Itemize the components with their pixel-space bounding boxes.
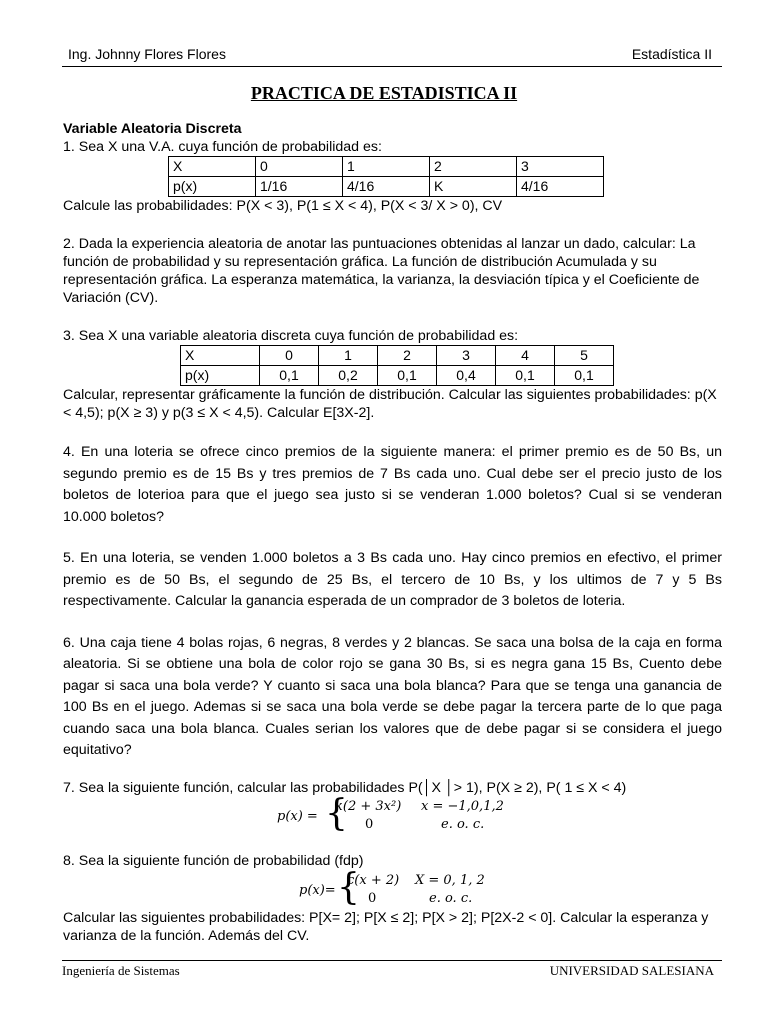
footer-department: Ingeniería de Sistemas [62, 963, 180, 978]
table-cell: 5 [555, 346, 614, 366]
q7-case2-cond: e. o. c. [441, 817, 485, 832]
q7-text: 7. Sea la siguiente función, calcular las probabilidades P(│X │> 1), P(X ≥ 2), P( 1 ≤ X < 4) [63, 779, 627, 796]
table-cell: 4/16 [517, 177, 604, 197]
q7-case1-expr: k(2 + 3x²) [335, 799, 402, 814]
question-7 [63, 778, 722, 836]
page-footer [62, 960, 722, 978]
table-row [181, 366, 614, 386]
table-cell: 0,1 [496, 366, 555, 386]
table-cell: 3 [517, 157, 604, 177]
q8-case1-expr: c(x + 2) [347, 872, 400, 888]
q7-formula [63, 793, 722, 835]
question-1 [63, 138, 722, 215]
question-4: 4. En una loteria se ofrece cinco premios de la siguiente manera: el primer premio es de 50 Bs, un segundo premio es de 15 Bs y tres premios de 7 Bs cada uno. Cual debe ser el precio justo de los boletos de loterioa para que el juego sea justo si se venderan 1.000 boletos? Cual si se venderan 10.000 boletos? [63, 444, 722, 525]
table-cell: 0,1 [378, 366, 437, 386]
q8-formula [63, 866, 722, 909]
question-8 [63, 851, 722, 945]
page-title: PRACTICA DE ESTADISTICA II [250, 83, 518, 103]
table-cell: 4/16 [343, 177, 430, 197]
table-cell: 2 [378, 346, 437, 366]
table-cell: 0,1 [555, 366, 614, 386]
table-cell: 2 [430, 157, 517, 177]
q8-case2-expr: 0 [368, 890, 377, 906]
q8-lhs: p(x)= [299, 882, 336, 898]
q3-intro: 3. Sea X una variable aleatoria discreta cuya función de probabilidad es: [63, 328, 519, 344]
table-row [181, 346, 614, 366]
q8-brace: { [337, 866, 360, 908]
header-course: Estadística II [631, 46, 712, 62]
q7-case1-cond: x = −1,0,1,2 [421, 799, 504, 814]
table-cell: p(x) [169, 177, 256, 197]
q8-task: Calcular las siguientes probabilidades: P[X= 2]; P[X ≤ 2]; P[X > 2]; P[2X-2 < 0]. Calcular la esperanza y varianza de la función. Además del CV. [63, 909, 709, 944]
table-cell: K [430, 177, 517, 197]
q8-intro: 8. Sea la siguiente función de probabilidad (fdp) [63, 853, 364, 869]
table-cell: 1 [343, 157, 430, 177]
q1-task: Calcule las probabilidades: P(X < 3), P(1 ≤ X < 4), P(X < 3/ X > 0), CV [63, 198, 503, 214]
q7-lhs: p(x) = [277, 809, 318, 824]
table-cell: 0,2 [319, 366, 378, 386]
q8-case1-cond: X = 0, 1, 2 [415, 872, 485, 888]
q3-task: Calcular, representar gráficamente la función de distribución. Calcular las siguientes probabilidades: p(X < 4,5); p(X ≥ 3) y p(3 ≤ X < 4,5). Calcular E[3X-2]. [63, 387, 717, 421]
table-cell: 0,4 [437, 366, 496, 386]
document-body [63, 120, 722, 945]
question-6: 6. Una caja tiene 4 bolas rojas, 6 negras, 8 verdes y 2 blancas. Se saca una bolsa de la caja en forma aleatoria. Si se obtiene una bola de color rojo se gana 30 Bs, si es negra gana 15 Bs, Cuento debe pagar si saca una bola verde? Y cuanto si saca una bola blanca? Para que se tenga una ganancia de 100 Bs en el juego. Ademas si se saca una bola verde se debe pagar la tercera parte de lo que paga cuando saca una bola blanca. Cuales serian los valores que de debe pagar si se considera el juego equitativo? [63, 634, 722, 758]
q1-intro: 1. Sea X una V.A. cuya función de probabilidad es: [63, 139, 382, 155]
table-cell: 3 [437, 346, 496, 366]
q8-case2-cond: e. o. c. [429, 890, 473, 906]
table-row [169, 157, 604, 177]
table-cell: 4 [496, 346, 555, 366]
section-heading: Variable Aleatoria Discreta [63, 121, 242, 137]
table-cell: X [169, 157, 256, 177]
question-3 [63, 327, 722, 422]
table-row [169, 177, 604, 197]
table-cell: 1/16 [256, 177, 343, 197]
q1-probability-table [168, 156, 604, 197]
table-cell: 0 [256, 157, 343, 177]
header-author: Ing. Johnny Flores Flores [68, 46, 226, 62]
table-cell: 1 [319, 346, 378, 366]
page-header [62, 44, 722, 67]
table-cell: 0,1 [260, 366, 319, 386]
footer-university: UNIVERSIDAD SALESIANA [549, 963, 714, 978]
q7-brace: { [325, 793, 348, 834]
q3-probability-table [180, 345, 614, 386]
table-cell: p(x) [181, 366, 260, 386]
table-cell: X [181, 346, 260, 366]
question-2: 2. Dada la experiencia aleatoria de anotar las puntuaciones obtenidas al lanzar un dado, calcular: La función de probabilidad y su representación gráfica. La función de distribución Acumulada y su representación gráfica. La esperanza matemática, la varianza, la desviación típica y el Coeficiente de Variación (CV). [63, 236, 700, 306]
table-cell: 0 [260, 346, 319, 366]
question-5: 5. En una loteria, se venden 1.000 boletos a 3 Bs cada uno. Hay cinco premios en efectivo, el primer premio es de 50 Bs, el segundo de 25 Bs, el tercero de 10 Bs, y los ultimos de 7 y 5 Bs respectivamente. Calcular la ganancia esperada de un comprador de 3 boletos de loteria. [63, 550, 722, 609]
q7-case2-expr: 0 [365, 817, 374, 832]
